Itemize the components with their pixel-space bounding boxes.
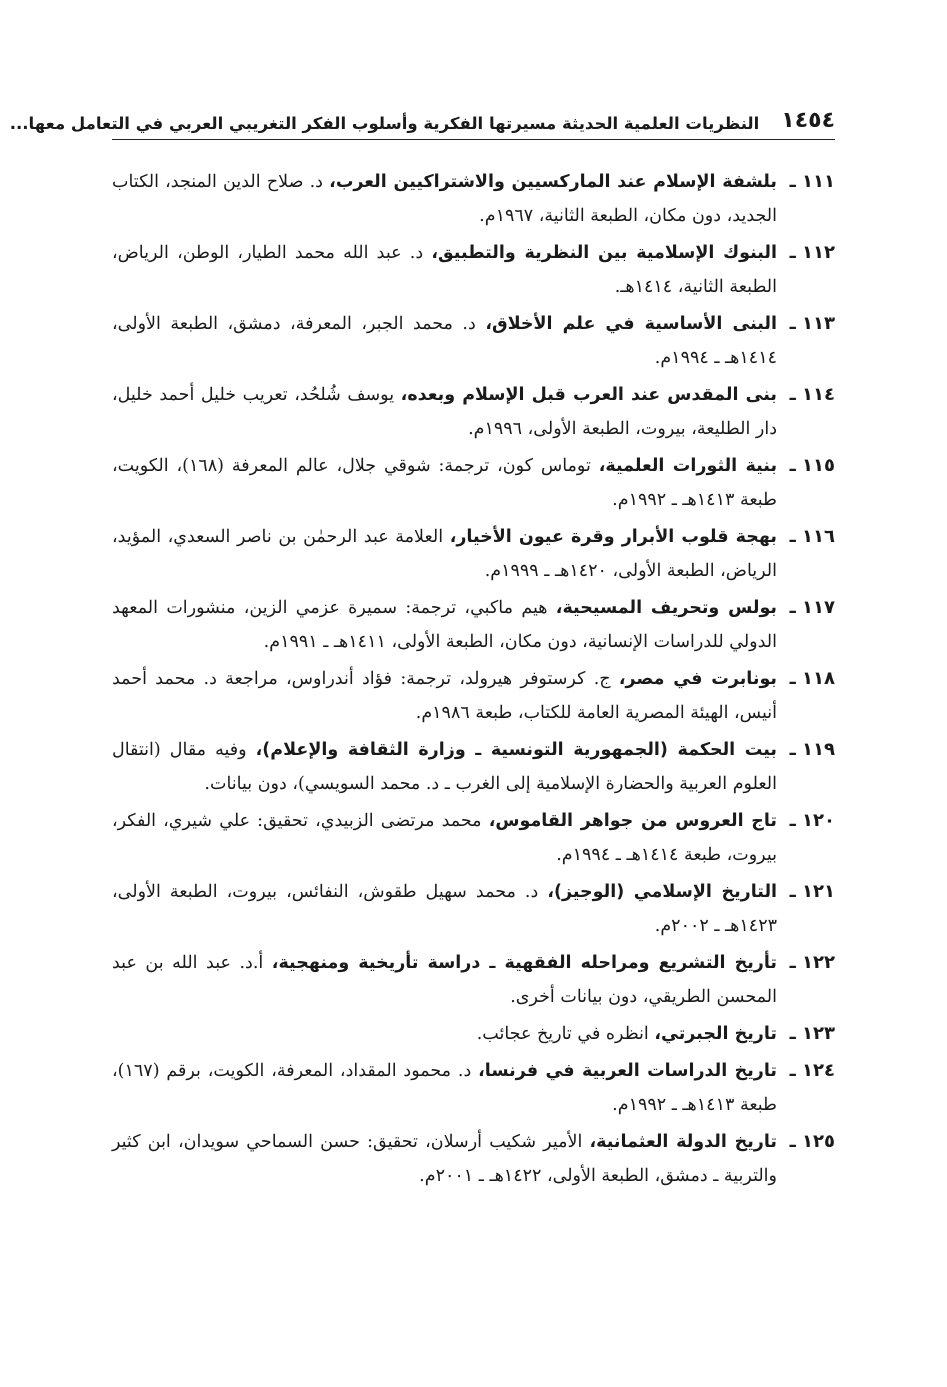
entry-number: ١١٧ ـ <box>789 597 835 618</box>
entry-details: محمد مرتضى الزبيدي، تحقيق: علي شيري، الفكر، بيروت، طبعة ١٤١٤هـ ـ ١٩٩٤م. <box>112 811 777 865</box>
entry-details: وفيه مقال (انتقال العلوم العربية والحضارة الإسلامية إلى الغرب ـ د. محمد السويسي)، دون بيانات. <box>112 740 777 794</box>
page-header <box>9 96 835 140</box>
entry-number: ١٢٣ ـ <box>789 1023 835 1044</box>
entry-title: تاج العروس من جواهر القاموس، <box>488 811 777 831</box>
entry-number: ١٢٠ ـ <box>789 810 835 831</box>
bibliography-entry <box>112 307 835 375</box>
entry-details: د. عبد الله محمد الطيار، الوطن، الرياض، الطبعة الثانية، ١٤١٤هـ. <box>112 243 777 297</box>
bibliography-entry <box>112 1125 835 1193</box>
entry-title: البنوك الإسلامية بين النظرية والتطبيق، <box>431 243 777 263</box>
bibliography-list <box>112 165 835 1196</box>
entry-title: التاريخ الإسلامي (الوجيز)، <box>547 882 778 902</box>
bibliography-entry <box>112 449 835 517</box>
bibliography-entry <box>112 236 835 304</box>
entry-number: ١١٣ ـ <box>789 313 835 334</box>
entry-details: الأمير شكيب أرسلان، تحقيق: حسن السماحي سويدان، ابن كثير والتربية ـ دمشق، الطبعة الأولى، ١٤٢٢هـ ـ ٢٠٠١م. <box>112 1132 777 1186</box>
entry-number: ١٢٥ ـ <box>789 1131 835 1152</box>
entry-number: ١٢١ ـ <box>789 881 835 902</box>
entry-title: بلشفة الإسلام عند الماركسيين والاشتراكيين العرب، <box>329 172 777 192</box>
bibliography-entry <box>112 1017 835 1051</box>
bibliography-entry <box>112 662 835 730</box>
bibliography-entry <box>112 591 835 659</box>
bibliography-entry <box>112 520 835 588</box>
entry-number: ١١٢ ـ <box>789 242 835 263</box>
entry-details: يوسف شُلحُد، تعريب خليل أحمد خليل، دار الطليعة، بيروت، الطبعة الأولى، ١٩٩٦م. <box>112 385 777 439</box>
entry-title: البنى الأساسية في علم الأخلاق، <box>485 314 778 334</box>
entry-number: ١١٨ ـ <box>789 668 835 689</box>
entry-title: تاريخ الدولة العثمانية، <box>589 1132 777 1152</box>
entry-title: بولس وتحريف المسيحية، <box>555 598 777 618</box>
entry-details: د. محمد سهيل طقوش، النفائس، بيروت، الطبعة الأولى، ١٤٢٣هـ ـ ٢٠٠٢م. <box>112 882 777 936</box>
running-title: النظريات العلمية الحديثة مسيرتها الفكرية وأسلوب الفكر التغريبي العربي في التعامل معها... <box>9 114 760 133</box>
entry-details: د. صلاح الدين المنجد، الكتاب الجديد، دون مكان، الطبعة الثانية، ١٩٦٧م. <box>112 172 777 226</box>
entry-details: أ.د. عبد الله بن عبد المحسن الطريقي، دون بيانات أخرى. <box>112 953 777 1007</box>
bibliography-entry <box>112 804 835 872</box>
entry-number: ١٢٤ ـ <box>789 1060 835 1081</box>
entry-details: العلامة عبد الرحمٰن بن ناصر السعدي، المؤيد، الرياض، الطبعة الأولى، ١٤٢٠هـ ـ ١٩٩٩م. <box>112 527 777 581</box>
bibliography-entry <box>112 733 835 801</box>
page-number: ١٤٥٤ <box>781 108 835 133</box>
entry-details: توماس كون، ترجمة: شوقي جلال، عالم المعرفة (١٦٨)، الكويت، طبعة ١٤١٣هـ ـ ١٩٩٢م. <box>112 456 777 510</box>
bibliography-entry <box>112 378 835 446</box>
entry-details: د. محمد الجبر، المعرفة، دمشق، الطبعة الأولى، ١٤١٤هـ ـ ١٩٩٤م. <box>112 314 777 368</box>
entry-title: تأريخ التشريع ومراحله الفقهية ـ دراسة تأريخية ومنهجية، <box>271 953 777 973</box>
entry-title: تاريخ الدراسات العربية في فرنسا، <box>478 1061 777 1081</box>
bibliography-entry <box>112 875 835 943</box>
entry-title: بيت الحكمة (الجمهورية التونسية ـ وزارة الثقافة والإعلام)، <box>255 740 777 760</box>
entry-number: ١١٥ ـ <box>789 455 835 476</box>
entry-title: بهجة قلوب الأبرار وقرة عيون الأخيار، <box>449 527 777 547</box>
entry-number: ١١٤ ـ <box>789 384 835 405</box>
bibliography-entry <box>112 165 835 233</box>
entry-number: ١١٦ ـ <box>789 526 835 547</box>
entry-details: ج. كرستوفر هيرولد، ترجمة: فؤاد أندراوس، مراجعة د. محمد أحمد أنيس، الهيئة المصرية العامة للكتاب، طبعة ١٩٨٦م. <box>112 669 777 723</box>
entry-number: ١٢٢ ـ <box>789 952 835 973</box>
entry-number: ١١١ ـ <box>789 171 835 192</box>
entry-title: بنية الثورات العلمية، <box>598 456 778 476</box>
entry-details: د. محمود المقداد، المعرفة، الكويت، برقم (١٦٧)، طبعة ١٤١٣هـ ـ ١٩٩٢م. <box>112 1061 777 1115</box>
entry-title: تاريخ الجبرتي، <box>654 1024 777 1044</box>
entry-details: انظره في تاريخ عجائب. <box>476 1024 655 1044</box>
bibliography-entry <box>112 1054 835 1122</box>
entry-title: بنى المقدس عند العرب قبل الإسلام وبعده، <box>400 385 777 405</box>
entry-number: ١١٩ ـ <box>789 739 835 760</box>
bibliography-entry <box>112 946 835 1014</box>
entry-title: بونابرت في مصر، <box>618 669 777 689</box>
entry-details: هيم ماكبي، ترجمة: سميرة عزمي الزين، منشورات المعهد الدولي للدراسات الإنسانية، دون مكان، الطبعة الأولى، ١٤١١هـ ـ ١٩٩١م. <box>112 598 777 652</box>
